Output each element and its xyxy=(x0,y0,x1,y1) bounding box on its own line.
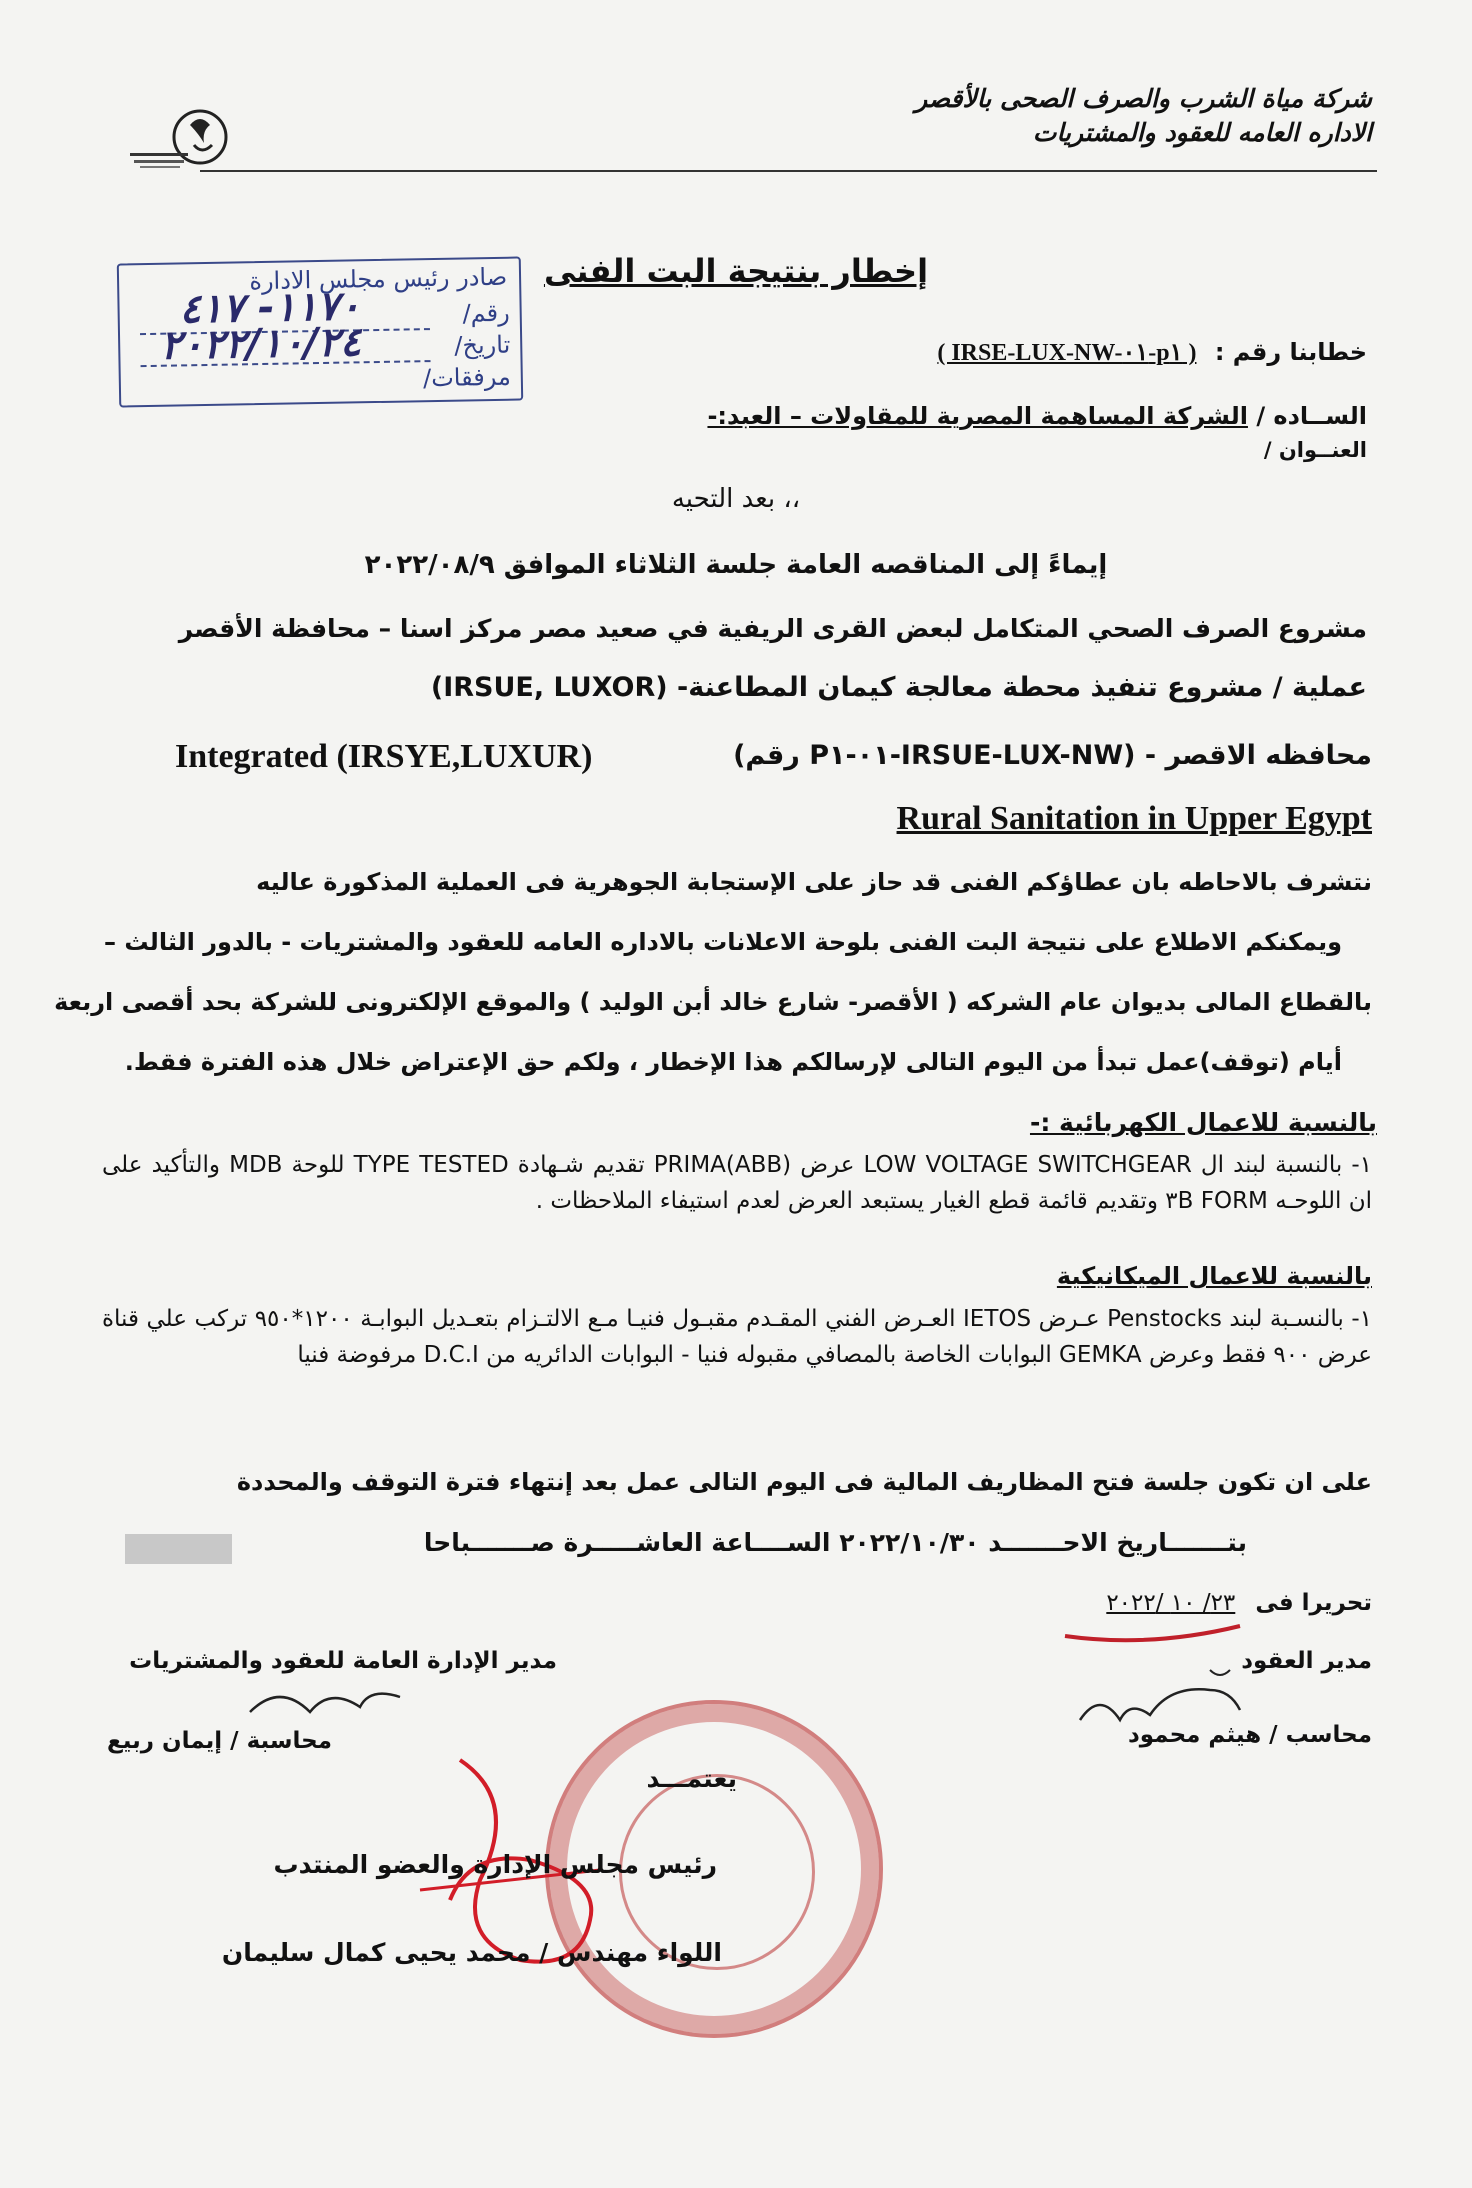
session-line-1: على ان تكون جلسة فتح المظاريف المالية فى اليوم التالى عمل بعد إنتهاء فترة التوقف والمحددة xyxy=(236,1468,1372,1496)
reference-line xyxy=(175,738,1372,788)
electrical-heading: بالنسبة للاعمال الكهربائية :- xyxy=(1029,1108,1377,1137)
accountant2-name: محاسبة / إيمان ربيع xyxy=(106,1728,332,1754)
dated xyxy=(1106,1590,1372,1616)
project-name: مشروع الصرف الصحي المتكامل لبعض القرى الريفية في صعيد مصر مركز اسنا – محافظة الأقصر xyxy=(178,614,1367,643)
tender-reference: إيماءً إلى المناقصه العامة جلسة الثلاثاء الموافق ٢٠٢٢/٠٨/٩ xyxy=(364,550,1108,580)
dated-label: تحريرا فى xyxy=(1255,1590,1372,1616)
session-highlight-left xyxy=(125,1534,232,1564)
recipient-name: الشركة المساهمة المصرية للمقاولات – العبد:- xyxy=(707,402,1248,430)
operation-name: عملية / مشروع تنفيذ محطة معالجة كيمان المطاعنة- (IRSUE, LUXOR) xyxy=(430,672,1367,703)
department-name: الاداره العامه للعقود والمشتريات xyxy=(1032,117,1372,147)
chairman-name: اللواء مهندس / محمد يحيى كمال سليمان xyxy=(221,1938,722,1967)
company-header xyxy=(772,82,1372,150)
stamp-attachments-label: مرفقات/ xyxy=(422,362,512,393)
letter-number-value: ( IRSE-LUX-NW-٠١-p١ ) xyxy=(937,340,1197,366)
reference-arabic: محافظه الاقصر - (IRSUE-LUX-NW-٠١-P١ رقم) xyxy=(733,740,1372,771)
dated-value: ٢٣/ ١٠ /٢٠٢٢ xyxy=(1106,1590,1236,1616)
body-paragraph-4: أيام (توقف)عمل تبدأ من اليوم التالى لإرسالكم هذا الإخطار ، ولكم حق الإعتراض خلال هذه الفترة فقط. xyxy=(124,1048,1342,1076)
stamp-number-label: رقم/ xyxy=(462,298,510,328)
mechanical-item: ١- بالنسـبة لبند Penstocks عـرض IETOS العـرض الفني المقـدم مقبـول فنيـا مـع الالتـزام بتعـديل البوابـة ١٢٠٠*٩٥٠ تركب علي قناة عرض ٩٠٠ فقط وعرض GEMKA البوابات الخاصة بالمصافي مقبوله فنيا - البوابات الدائريه من D.C.I مرفوضة فنيا xyxy=(102,1306,1372,1368)
accountant-name: محاسب / هيثم محمود xyxy=(1127,1722,1372,1748)
contracts-manager-title: مدير العقود xyxy=(1241,1648,1372,1674)
body-paragraph-1: نتشرف بالاحاطه بان عطاؤكم الفنى قد حاز على الإستجابة الجوهرية فى العملية المذكورة عاليه xyxy=(256,868,1372,896)
page-title: إخطار بنتيجة البت الفنى xyxy=(543,252,929,290)
stamp-title: صادر رئيس مجلس الادارة xyxy=(249,262,508,296)
company-logo xyxy=(120,105,240,175)
letter-number-label: خطابنا رقم : xyxy=(1214,338,1367,366)
session-line-2: بتـــــــاريخ الاحـــــــد ٢٠٢٢/١٠/٣٠ الســــاعة العاشـــــرة صـــــــباحا xyxy=(423,1528,1247,1557)
electrical-item: ١- بالنسبة لبند ال LOW VOLTAGE SWITCHGEAR عرض PRIMA(ABB) تقديم شـهادة TYPE TESTED للوحة MDB والتأكيد على ان اللوحـه FORM ٣B وتقديم قائمة قطع الغيار يستبعد العرض لعدم استيفاء الملاحظات . xyxy=(102,1152,1372,1214)
stamp-date-label: تاريخ/ xyxy=(454,330,511,360)
stamp-number-value: ١١٧٠- ٤١٧ xyxy=(179,283,361,333)
header-divider xyxy=(200,170,1377,172)
chairman-title: رئيس مجلس الإدارة والعضو المنتدب xyxy=(273,1850,717,1879)
address-label: العنــوان / xyxy=(1263,438,1367,462)
stamp-date-value: ٢٠٢٢/١٠/٢٤ xyxy=(159,319,362,369)
recipient xyxy=(707,402,1367,430)
letter-number xyxy=(937,338,1367,367)
reference-english: Integrated (IRSYE,LUXUR) xyxy=(175,738,593,775)
red-date-underline xyxy=(1060,1618,1250,1648)
general-manager-signature xyxy=(230,1672,470,1732)
mechanical-heading: بالنسبة للاعمال الميكانيكية xyxy=(1056,1262,1372,1290)
general-manager-title: مدير الإدارة العامة للعقود والمشتريات xyxy=(129,1648,557,1674)
greeting: بعد التحيه ،، xyxy=(671,484,801,514)
program-name: Rural Sanitation in Upper Egypt xyxy=(896,800,1372,837)
approved-label: يعتمـــد xyxy=(646,1764,737,1793)
recipient-label: الســاده / xyxy=(1256,402,1367,430)
body-paragraph-2: ويمكنكم الاطلاع على نتيجة البت الفنى بلوحة الاعلانات بالاداره العامه للعقود والمشتريات - بالدور الثالث – xyxy=(104,928,1342,956)
body-paragraph-3: بالقطاع المالى بديوان عام الشركه ( الأقصر- شارع خالد أبن الوليد ) والموقع الإلكترونى للشركة بحد أقصى اربعة xyxy=(54,988,1372,1016)
company-name: شركة مياة الشرب والصرف الصحى بالأقصر xyxy=(915,84,1372,113)
accountant-signature xyxy=(1060,1660,1300,1740)
